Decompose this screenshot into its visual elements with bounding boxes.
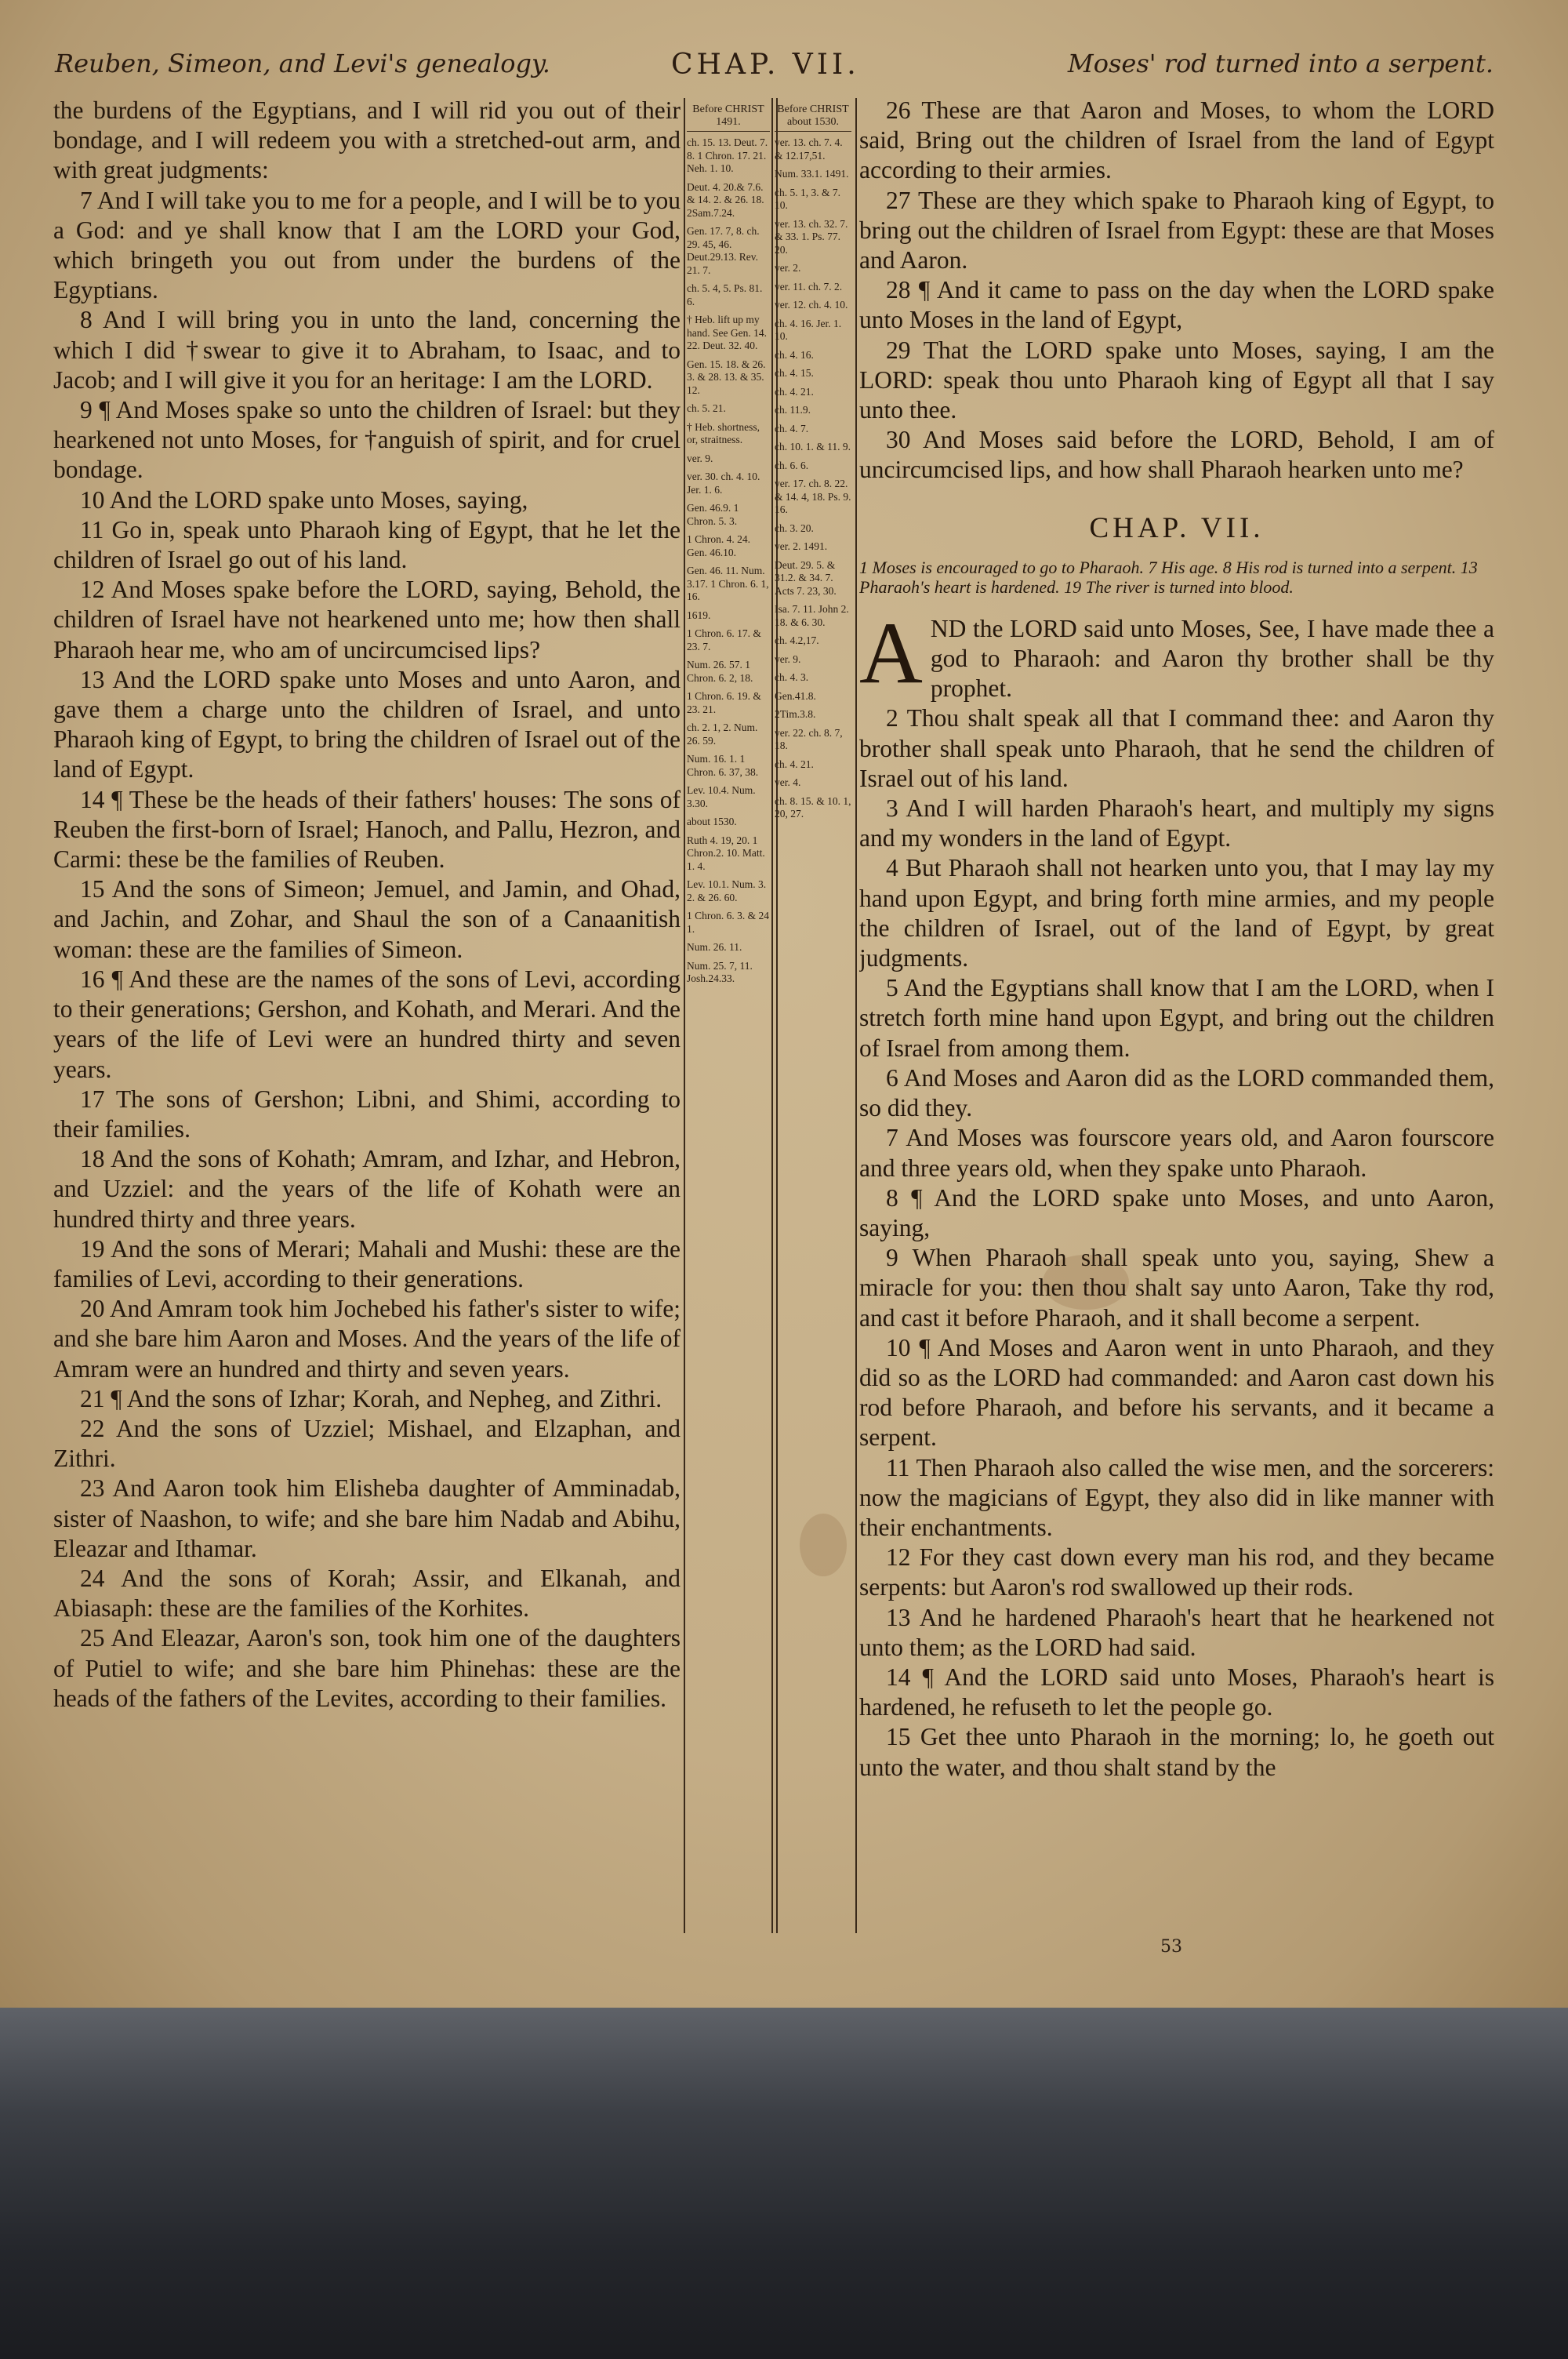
verse: 28 ¶ And it came to pass on the day when the LORD spake unto Moses in the land of Egypt, [859, 276, 1494, 334]
verse: 7 And I will take you to me for a people, and I will be to you a God: and ye shall know that I am the LORD your God, which bringeth you out from under the burdens of the Egyptians. [53, 186, 681, 304]
verse: 10 And the LORD spake unto Moses, saying, [80, 485, 528, 514]
margin-reference: ver. 17. ch. 8. 22. & 14. 4, 18. Ps. 9. 16. [775, 478, 851, 515]
verse: 25 And Eleazar, Aaron's son, took him one of the daughters of Putiel to wife; and she bare him Phinehas: these are the heads of the fathers of the Levites, according to their families. [53, 1624, 681, 1712]
margin-reference: ch. 5. 21. [687, 402, 726, 414]
margin-reference: Ruth 4. 19, 20. 1 Chron.2. 10. Matt. 1. 4. [687, 834, 765, 872]
verse: 5 And the Egyptians shall know that I am the LORD, when I stretch forth mine hand upon Egypt, and bring out the children of Israel from among them. [859, 974, 1494, 1062]
right-text-column [859, 96, 1494, 1939]
verse: 17 The sons of Gershon; Libni, and Shimi, according to their families. [53, 1085, 681, 1143]
margin-reference: ver. 9. [775, 652, 801, 665]
margin-reference: ver. 13. ch. 32. 7. & 33. 1. Ps. 77. 20. [775, 217, 848, 256]
margin-reference: Gen. 46.9. 1 Chron. 5. 3. [687, 502, 739, 527]
margin-reference: 1 Chron. 6. 19. & 23. 21. [687, 690, 761, 715]
column-rule [771, 98, 773, 1933]
margin-reference: ch. 4. 16. [775, 348, 814, 361]
margin-reference: Num. 33.1. 1491. [775, 168, 849, 180]
verse: 16 ¶ And these are the names of the sons of Levi, according to their generations; Gershon, and Kohath, and Merari. And the years of the life of Levi were an hundred thirty and seven years. [53, 965, 681, 1083]
verse: 8 ¶ And the LORD spake unto Moses, and unto Aaron, saying, [859, 1183, 1494, 1241]
running-head-chapter: CHAP. VII. [671, 49, 860, 81]
page-number: 53 [1160, 1937, 1182, 1957]
margin-reference: ch. 3. 20. [775, 522, 814, 534]
margin-reference: ver. 4. [775, 776, 801, 788]
verse: 20 And Amram took him Jochebed his father's sister to wife; and she bare him Aaron and Moses. And the years of the life of Amram were an hundred and thirty and seven years. [53, 1295, 681, 1383]
column-rule [855, 98, 857, 1933]
margin-reference: Num. 16. 1. 1 Chron. 6. 37, 38. [687, 753, 759, 778]
verse: 13 And the LORD spake unto Moses and unto Aaron, and gave them a charge unto the children of Israel, and unto Pharaoh king of Egypt, to bring the children of Israel out of the land of Egypt. [53, 665, 681, 783]
verse: 24 And the sons of Korah; Assir, and Elkanah, and Abiasaph: these are the families of the Korhites. [53, 1564, 681, 1623]
margin-reference: 1 Chron. 6. 17. & 23. 7. [687, 627, 761, 652]
verse: 30 And Moses said before the LORD, Behold, I am of uncircumcised lips, and how shall Pharaoh hearken unto me? [859, 426, 1494, 484]
verse-1-text: ND the LORD said unto Moses, See, I have made thee a god to Pharaoh: and Aaron thy brother shall be thy prophet. [930, 614, 1494, 703]
margin-reference: Num. 25. 7, 11. Josh.24.33. [687, 959, 753, 984]
left-text-column [53, 96, 681, 1939]
margin-reference: ch. 11.9. [775, 404, 811, 416]
margin-reference: † Heb. lift up my hand. See Gen. 14. 22. Deut. 32. 40. [687, 314, 767, 351]
verse: 14 ¶ These be the heads of their fathers' houses: The sons of Reuben the first-born of Israel; Hanoch, and Pallu, Hezron, and Carmi: these be the families of Reuben. [53, 785, 681, 874]
margin-reference: Deut. 29. 5. & 31.2. & 34. 7. Acts 7. 23, 30. [775, 558, 837, 597]
margin-reference: ch. 15. 13. Deut. 7. 8. 1 Chron. 17. 21. Neh. 1. 10. [687, 136, 768, 174]
margin-reference: ver. 13. ch. 7. 4. & 12.17,51. [775, 136, 843, 162]
margin-reference: ch. 4. 16. Jer. 1. 10. [775, 317, 842, 342]
verse: 22 And the sons of Uzziel; Mishael, and Elzaphan, and Zithri. [53, 1414, 681, 1473]
margin-reference: Gen. 17. 7, 8. ch. 29. 45, 46. Deut.29.13. Rev. 21. 7. [687, 225, 760, 276]
verse: 8 And I will bring you in unto the land, concerning the which I did †swear to give it to Abraham, to Isaac, and to Jacob; and I will give it you for an heritage: I am the LORD. [53, 306, 681, 394]
margin-reference: Isa. 7. 11. John 2. 18. & 6. 30. [775, 603, 849, 628]
verse-1 [859, 604, 1494, 704]
margin-references-right [775, 104, 851, 1931]
verse: 4 But Pharaoh shall not hearken unto you, that I may lay my hand upon Egypt, and bring forth mine armies, and my people the children of Israel, out of the land of Egypt, by great judgments. [859, 854, 1494, 972]
margin-date-head: Before CHRIST 1491. [687, 104, 770, 132]
margin-reference: ver. 11. ch. 7. 2. [775, 280, 843, 293]
margin-reference: ver. 2. [775, 262, 801, 274]
margin-reference: ch. 10. 1. & 11. 9. [775, 441, 851, 453]
margin-reference: ch. 6. 6. [775, 459, 809, 471]
margin-date-head: Before CHRIST about 1530. [775, 104, 851, 132]
margin-reference: ver. 30. ch. 4. 10. Jer. 1. 6. [687, 471, 760, 496]
margin-reference: ch. 2. 1, 2. Num. 26. 59. [687, 722, 758, 747]
margin-reference: ch. 4.2,17. [775, 634, 819, 646]
verse: 14 ¶ And the LORD said unto Moses, Pharaoh's heart is hardened, he refuseth to let the people go. [859, 1663, 1494, 1721]
margin-reference: Lev. 10.1. Num. 3. 2. & 26. 60. [687, 878, 767, 903]
verse: 3 And I will harden Pharaoh's heart, and multiply my signs and my wonders in the land of Egypt. [859, 794, 1494, 852]
margin-reference: ch. 5. 4, 5. Ps. 81. 6. [687, 282, 763, 307]
verse: 15 And the sons of Simeon; Jemuel, and Jamin, and Ohad, and Jachin, and Zohar, and Shaul the son of a Canaanitish woman: these are the families of Simeon. [53, 875, 681, 963]
margin-reference: ch. 8. 15. & 10. 1, 20, 27. [775, 794, 851, 820]
verse: 7 And Moses was fourscore years old, and Aaron fourscore and three years old, when they spake unto Pharaoh. [859, 1124, 1494, 1182]
margin-reference: Deut. 4. 20.& 7.6. & 14. 2. & 26. 18. 2Sam.7.24. [687, 180, 764, 219]
margin-references-left [687, 104, 770, 1931]
margin-reference: ch. 4. 15. [775, 367, 814, 379]
margin-reference: 2Tim.3.8. [775, 708, 816, 720]
verses-chapter-6-end [859, 96, 1494, 485]
margin-reference: ch. 4. 21. [775, 385, 814, 398]
margin-reference: Gen. 15. 18. & 26. 3. & 28. 13. & 35. 12. [687, 358, 766, 396]
verse: 18 And the sons of Kohath; Amram, and Izhar, and Hebron, and Uzziel: and the years of the life of Kohath were an hundred thirty and three years. [53, 1145, 681, 1233]
column-rule [684, 98, 685, 1933]
verse: 19 And the sons of Merari; Mahali and Mushi: these are the families of Levi, according to their generations. [53, 1234, 681, 1292]
margin-reference: ch. 4. 3. [775, 671, 809, 683]
verse: 12 And Moses spake before the LORD, saying, Behold, the children of Israel have not hearkened unto me; how then shall Pharaoh hear me, who am of uncircumcised lips? [53, 576, 681, 663]
verse: 21 ¶ And the sons of Izhar; Korah, and Nepheg, and Zithri. [80, 1384, 662, 1412]
verse: 2 Thou shalt speak all that I command thee: and Aaron thy brother shall speak unto Pharaoh, that he send the children of Israel out of his land. [859, 704, 1494, 792]
verse: 26 These are that Aaron and Moses, to whom the LORD said, Bring out the children of Israel from the land of Egypt according to their armies. [859, 96, 1494, 184]
margin-reference: Gen.41.8. [775, 689, 816, 702]
verse: 9 When Pharaoh shall speak unto you, saying, Shew a miracle for you: then thou shalt say unto Aaron, Take thy rod, and cast it before Pharaoh, and it shall become a serpent. [859, 1244, 1494, 1332]
margin-reference: Lev. 10.4. Num. 3.30. [687, 784, 756, 809]
margin-reference: 1 Chron. 6. 3. & 24 1. [687, 910, 770, 935]
verse: 12 For they cast down every man his rod, and they became serpents: but Aaron's rod swallowed up their rods. [859, 1543, 1494, 1601]
margin-reference: about 1530. [687, 816, 737, 827]
margin-reference: 1619. [687, 609, 711, 621]
margin-reference: ch. 5. 1, 3. & 7. 10. [775, 186, 840, 211]
verse: 6 And Moses and Aaron did as the LORD commanded them, so did they. [859, 1063, 1494, 1122]
background-surface [0, 2008, 1568, 2359]
margin-reference: † Heb. shortness, or, straitness. [687, 420, 760, 445]
running-head-right: Moses' rod turned into a serpent. [1067, 49, 1494, 78]
verse: 29 That the LORD spake unto Moses, saying, I am the LORD: speak thou unto Pharaoh king of Egypt all that I say unto thee. [859, 336, 1494, 424]
verse: 10 ¶ And Moses and Aaron went in unto Pharaoh, and they did so as the LORD had commanded: and Aaron cast down his rod before Pharaoh, and before his servants, and it became a serpent. [859, 1333, 1494, 1452]
verse: 11 Go in, speak unto Pharaoh king of Egypt, that he let the children of Israel go out of his land. [53, 515, 681, 574]
margin-reference: ch. 4. 21. [775, 758, 814, 770]
margin-reference: 1 Chron. 4. 24. Gen. 46.10. [687, 533, 750, 558]
chapter-heading: CHAP. VII. [1089, 511, 1265, 544]
margin-reference: Num. 26. 11. [687, 941, 742, 953]
verse: 11 Then Pharaoh also called the wise men, and the sorcerers: now the magicians of Egypt, they also did in like manner with their enchantments. [859, 1453, 1494, 1541]
margin-reference: ver. 9. [687, 452, 713, 464]
drop-cap: A [859, 604, 923, 702]
verse: 15 Get thee unto Pharaoh in the morning; lo, he goeth out unto the water, and thou shalt stand by the [859, 1723, 1494, 1781]
chapter-summary: 1 Moses is encouraged to go to Pharaoh. 7 His age. 8 His rod is turned into a serpent. 13 Pharaoh's heart is hardened. 19 The river is turned into blood. [859, 557, 1478, 597]
margin-reference: Gen. 46. 11. Num. 3.17. 1 Chron. 6. 1, 16. [687, 565, 769, 602]
verse: 23 And Aaron took him Elisheba daughter of Amminadab, sister of Naashon, to wife; and she bare him Nadab and Abihu, Eleazar and Ithamar. [53, 1474, 681, 1562]
margin-reference: ch. 4. 7. [775, 422, 809, 434]
verse: the burdens of the Egyptians, and I will rid you out of their bondage, and I will redeem you with a stretched-out arm, and with great judgments: [53, 96, 681, 184]
margin-reference: Num. 26. 57. 1 Chron. 6. 2, 18. [687, 659, 753, 684]
verse: 9 ¶ And Moses spake so unto the children of Israel: but they hearkened not unto Moses, for †anguish of spirit, and for cruel bondage. [53, 396, 681, 484]
verses-chapter-7 [859, 703, 1494, 1782]
margin-reference: ver. 12. ch. 4. 10. [775, 299, 848, 311]
verse: 27 These are they which spake to Pharaoh king of Egypt, to bring out the children of Israel from Egypt: these are that Moses and Aaron. [859, 186, 1494, 274]
margin-reference: ver. 2. 1491. [775, 540, 828, 552]
margin-reference: ver. 22. ch. 8. 7, 18. [775, 726, 843, 751]
running-head-left: Reuben, Simeon, and Levi's genealogy. [55, 49, 550, 78]
verse: 13 And he hardened Pharaoh's heart that he hearkened not unto them; as the LORD had said. [859, 1603, 1494, 1661]
